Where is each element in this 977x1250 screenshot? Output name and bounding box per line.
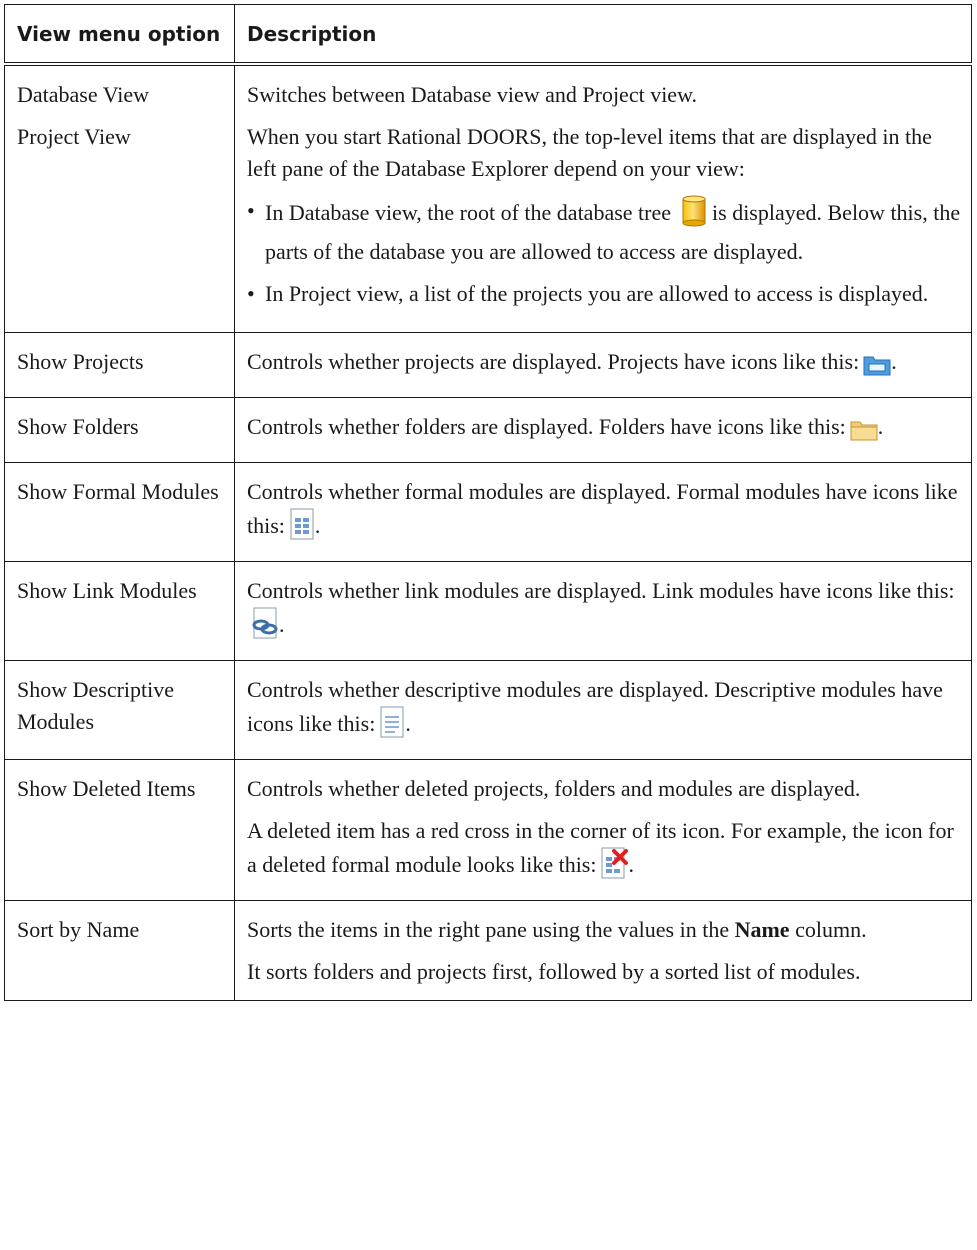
description-text: A deleted item has a red cross in the corner of its icon. For example, the icon for a deleted formal module looks like this: .	[247, 815, 961, 888]
description-text: Controls whether projects are displayed. Projects have icons like this:	[247, 349, 860, 374]
description-text: Controls whether formal modules are displayed. Formal modules have icons like this:	[247, 479, 958, 538]
table-row	[5, 64, 972, 333]
option-show-folders: Show Folders	[5, 398, 235, 463]
description-text: It sorts folders and projects first, followed by a sorted list of modules.	[247, 959, 861, 984]
table-row	[5, 398, 972, 463]
option-database-view: Database View	[17, 82, 150, 107]
project-icon	[863, 353, 891, 385]
option-show-descriptive-modules: Show Descriptive Modules	[5, 661, 235, 760]
list-item: • In Database view, the root of the database tree is displayed. Below this, the parts of the database you are allowed to access are displayed.	[247, 195, 961, 268]
deleted-formal-module-icon	[600, 847, 628, 888]
header-description: Description	[235, 5, 972, 65]
option-sort-by-name: Sort by Name	[5, 901, 235, 1001]
description-text: Sorts the items in the right pane using the values in the Name column.	[247, 917, 867, 942]
description-cell: Controls whether formal modules are displayed. Formal modules have icons like this: .	[235, 463, 972, 562]
table-row	[5, 562, 972, 661]
bullet-text-continued: is displayed. Below this, the parts of the database you are allowed to access are displayed.	[265, 200, 961, 264]
bullet-list	[247, 195, 961, 310]
description-cell: Controls whether projects are displayed. Projects have icons like this: .	[235, 333, 972, 398]
table-row	[5, 760, 972, 901]
bullet-text: In Project view, a list of the projects you are allowed to access is displayed.	[265, 281, 929, 306]
option-show-formal-modules: Show Formal Modules	[5, 463, 235, 562]
option-project-view: Project View	[17, 124, 131, 149]
description-text: Controls whether descriptive modules are displayed. Descriptive modules have icons like this:	[247, 677, 943, 736]
name-column-label: Name	[734, 917, 790, 942]
table-row	[5, 333, 972, 398]
description-cell	[235, 64, 972, 333]
description-text: Controls whether link modules are displayed. Link modules have icons like this:	[247, 578, 955, 603]
description-text: Controls whether deleted projects, folders and modules are displayed.	[247, 776, 861, 801]
formal-module-icon	[289, 508, 315, 549]
view-menu-table	[4, 4, 972, 1001]
link-module-icon	[251, 607, 279, 648]
table-row	[5, 901, 972, 1001]
description-cell: Controls whether link modules are displayed. Link modules have icons like this:.	[235, 562, 972, 661]
option-show-projects: Show Projects	[5, 333, 235, 398]
option-cell	[5, 64, 235, 333]
description-cell	[235, 901, 972, 1001]
description-text: Switches between Database view and Project view.	[247, 82, 698, 107]
description-text: When you start Rational DOORS, the top-level items that are displayed in the left pane of the Database Explorer depend on your view:	[247, 124, 932, 181]
database-cylinder-icon	[681, 195, 707, 236]
list-item: • In Project view, a list of the projects you are allowed to access is displayed.	[247, 281, 929, 306]
option-show-deleted-items: Show Deleted Items	[5, 760, 235, 901]
description-cell: Controls whether folders are displayed. Folders have icons like this: .	[235, 398, 972, 463]
bullet-text: In Database view, the root of the database tree	[265, 200, 672, 225]
description-cell	[235, 760, 972, 901]
folder-icon	[850, 418, 878, 450]
table-row	[5, 661, 972, 760]
option-show-link-modules: Show Link Modules	[5, 562, 235, 661]
header-view-menu-option: View menu option	[5, 5, 235, 65]
description-text: Controls whether folders are displayed. Folders have icons like this:	[247, 414, 846, 439]
table-row	[5, 463, 972, 562]
table-header-row	[5, 5, 972, 65]
descriptive-module-icon	[379, 706, 405, 747]
description-cell: Controls whether descriptive modules are displayed. Descriptive modules have icons like this: .	[235, 661, 972, 760]
